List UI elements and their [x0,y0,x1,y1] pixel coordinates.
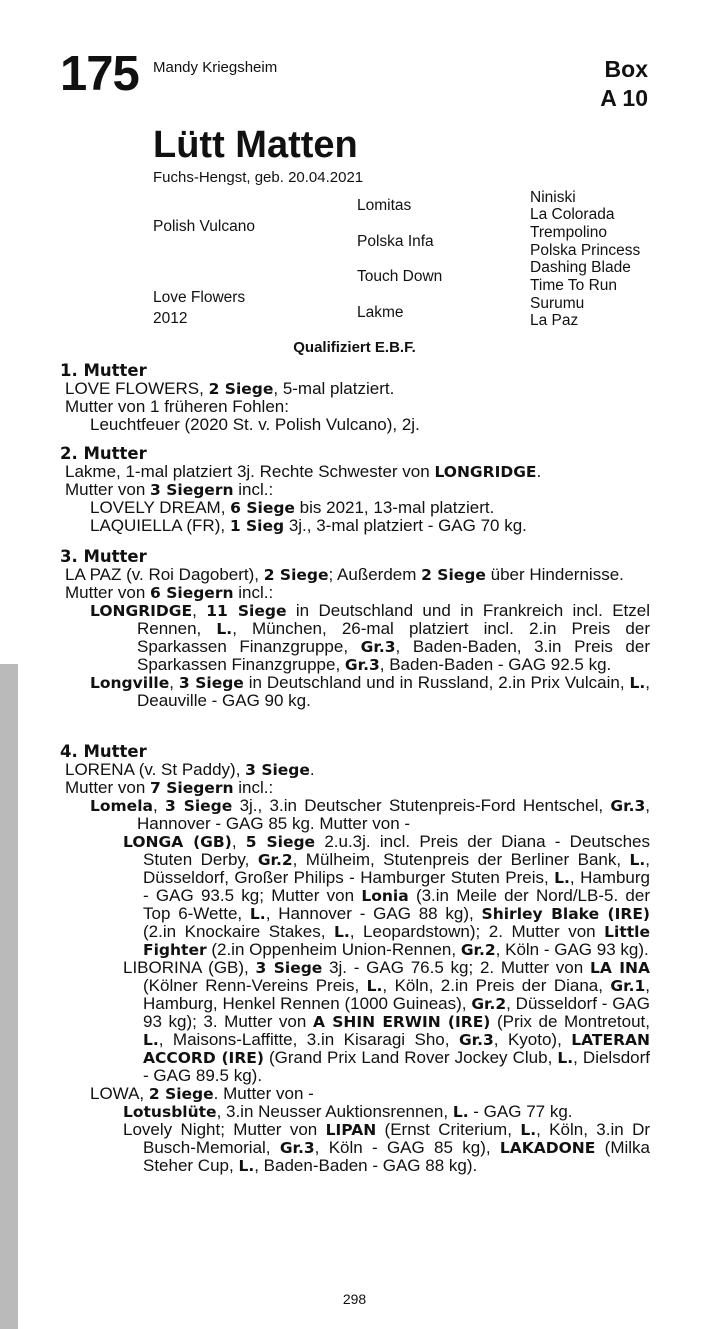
bold-text-run: 2 Siege [421,566,486,584]
text-run: , Baden-Baden - GAG 92.5 kg. [379,655,612,674]
bold-text-run: LAKADONE [499,1139,596,1157]
bold-text-run: 2 Siege [208,380,274,398]
pedigree-great-grandparent: Niniski [530,189,576,206]
produce-item [60,517,650,535]
produce-sub-item [60,1103,650,1121]
text-run: , [231,832,246,851]
produce-item [60,797,650,833]
pedigree-great-grandparent: La Paz [530,312,579,329]
bold-text-run: L. [452,1103,469,1121]
section-heading: 4. Mutter [60,742,147,761]
bold-text-run: L. [554,869,570,887]
text-run: . [536,462,542,481]
text-run: , [152,796,165,815]
pedigree-great-grandparent: Time To Run [530,277,618,294]
text-run: , [169,673,179,692]
bold-text-run: 3 Siege [255,959,323,977]
bold-text-run: Gr.2 [460,941,496,959]
pedigree-dam: Love Flowers [153,289,246,306]
text-run: LIBORINA (GB), [123,958,256,977]
pedigree-grandparent: Polska Infa [357,233,434,250]
horse-name: Lütt Matten [153,124,358,166]
dam-produce-intro [60,481,650,499]
pedigree-grandparent: Lomitas [357,197,412,214]
bold-text-run: LONGRIDGE [90,602,193,620]
text-run: , Hannover - GAG 85 kg. Mutter von - [137,796,650,833]
text-run: (2.in Oppenheim Union-Rennen, [206,940,461,959]
pedigree-dam-year: 2012 [153,310,188,327]
text-run: , Hannover - GAG 88 kg), [265,904,482,923]
text-run: (Grand Prix Land Rover Jockey Club, [263,1048,558,1067]
text-run: , [192,601,207,620]
bold-text-run: 6 Siege [230,499,295,517]
text-run: . [309,760,315,779]
bold-text-run: Gr.3 [360,638,396,656]
text-run: , Köln, 2.in Preis der Diana, [382,976,611,995]
text-run: incl.: [233,778,274,797]
bold-text-run: LONGRIDGE [434,463,537,481]
text-run: (Kölner Renn-Vereins Preis, [143,976,367,995]
text-run: . Mutter von - [213,1084,314,1103]
bold-text-run: 5 Siege [245,833,316,851]
produce-sub-item [60,833,650,959]
text-run: , Kyoto), [493,1030,572,1049]
text-run: , Dielsdorf - GAG 89.5 kg). [143,1048,650,1085]
text-run: Lakme, 1-mal platziert 3j. Rechte Schwester von [65,462,435,481]
bold-text-run: Gr.2 [471,995,507,1013]
text-run: incl.: [233,480,274,499]
section-fourth-dam [60,743,650,1175]
text-run: LOVELY DREAM, [90,498,231,517]
bold-text-run: 3 Siegern [150,481,234,499]
bold-text-run: L. [216,620,233,638]
text-run: , Köln - GAG 85 kg), [314,1138,500,1157]
text-run: (2.in Knockaire Stakes, [143,922,334,941]
pedigree-sire: Polish Vulcano [153,218,255,235]
text-run: 2.u.3j. incl. Preis der Diana - Deutsches Stuten Derby, [143,832,650,869]
bold-text-run: Lomela [90,797,153,815]
box-number: A 10 [600,85,648,111]
text-run: , München, 26-mal platziert incl. 2.in Preis der Sparkassen Finanzgruppe, [137,619,650,656]
produce-sub-item [60,1121,650,1175]
text-run: , Düsseldorf, Großer Philips - Hamburger Stuten Preis, [143,850,650,887]
lot-number: 175 [60,47,139,101]
bold-text-run: Gr.1 [610,977,646,995]
bold-text-run: L. [629,851,646,869]
pedigree-grandparent: Lakme [357,304,404,321]
text-run: Mutter von [65,778,151,797]
pedigree-great-grandparent: La Colorada [530,206,615,223]
produce-sub-item [60,959,650,1085]
text-run: LOWA, [90,1084,149,1103]
bold-text-run: Gr.3 [279,1139,315,1157]
bold-text-run: Little Fighter [143,923,650,959]
text-run: (Ernst Criterium, [376,1120,521,1139]
text-run: - GAG 77 kg. [468,1102,573,1121]
text-run: 3j., 3-mal platziert - GAG 70 kg. [284,516,527,535]
text-run: , Deauville - GAG 90 kg. [137,673,650,710]
text-run: über Hindernisse. [485,565,624,584]
text-run: incl.: [233,583,274,602]
bold-text-run: 2 Siege [263,566,329,584]
bold-text-run: L. [238,1157,255,1175]
text-run: , 5-mal platziert. [273,379,395,398]
bold-text-run: 11 Siege [206,602,287,620]
bold-text-run: 1 Sieg [229,517,285,535]
bold-text-run: Lotusblüte [123,1103,217,1121]
text-run: , Baden-Baden - GAG 88 kg). [254,1156,478,1175]
section-second-dam [60,445,650,535]
text-run: LORENA (v. St Paddy), [65,760,246,779]
text-run: LAQUIELLA (FR), [90,516,230,535]
bold-text-run: A SHIN ERWIN (IRE) [312,1013,491,1031]
text-run: Mutter von [65,480,151,499]
dam-line [60,463,650,481]
dam-produce-intro: Mutter von 1 früheren Fohlen: [65,397,289,416]
bold-text-run: 3 Siege [245,761,310,779]
text-run: , Düsseldorf - GAG 93 kg); 3. Mutter von [143,994,650,1031]
box-label: Box [604,56,648,82]
text-run: ; Außerdem [328,565,422,584]
section-third-dam [60,548,650,710]
bold-text-run: Gr.3 [458,1031,494,1049]
text-run: LA PAZ (v. Roi Dagobert), [65,565,264,584]
bold-text-run: 3 Siege [164,797,233,815]
bold-text-run: 3 Siege [178,674,244,692]
section-first-dam [60,362,650,434]
bold-text-run: L. [143,1031,159,1049]
bold-text-run: L. [520,1121,537,1139]
section-heading: 1. Mutter [60,361,147,380]
text-run: (3.in Meile der Nord/LB-5. der Top 6-Wette, [143,886,651,923]
bold-text-run: LONGA (GB) [123,833,232,851]
bold-text-run: LA INA [589,959,650,977]
text-run: bis 2021, 13-mal platziert. [294,498,495,517]
text-run: Lovely Night; Mutter von [123,1120,326,1139]
bold-text-run: L. [334,923,350,941]
pedigree-great-grandparent: Surumu [530,295,585,312]
pedigree-great-grandparent: Trempolino [530,224,607,241]
text-run: (Prix de Montretout, [490,1012,650,1031]
text-run: , 3.in Neusser Auktionsrennen, [216,1102,453,1121]
bold-text-run: L. [629,674,646,692]
text-run: , Leopardstown); 2. Mutter von [349,922,605,941]
dam-produce-intro [60,779,650,797]
text-run: , Mülheim, Stutenpreis der Berliner Bank, [292,850,630,869]
text-run: , Köln - GAG 93 kg). [495,940,649,959]
bold-text-run: Gr.2 [257,851,293,869]
dam-line [60,761,650,779]
horse-description: Fuchs-Hengst, geb. 20.04.2021 [153,169,364,186]
text-run: , Baden-Baden, 3.in Preis der Sparkassen Finanzgruppe, [137,637,651,674]
bold-text-run: Gr.3 [344,656,380,674]
pedigree-great-grandparent: Polska Princess [530,242,641,259]
produce-item [60,602,650,674]
bold-text-run: L. [249,905,266,923]
text-run: 3j., 3.in Deutscher Stutenpreis-Ford Hentschel, [232,796,611,815]
text-run: , Köln, 3.in Dr Busch-Memorial, [143,1120,651,1157]
text-run: in Deutschland und in Russland, 2.in Prix Vulcain, [243,673,630,692]
section-heading: 2. Mutter [60,444,147,463]
dam-produce-intro [60,584,650,602]
bold-text-run: 6 Siegern [150,584,234,602]
text-run: Mutter von [65,583,151,602]
bold-text-run: LATERAN ACCORD (IRE) [143,1031,650,1067]
dam-line [60,566,650,584]
box-info [600,55,648,113]
section-heading: 3. Mutter [60,547,147,566]
produce-item: Leuchtfeuer (2020 St. v. Polish Vulcano), 2j. [90,415,420,434]
text-run: LOVE FLOWERS, [65,379,209,398]
bold-text-run: LIPAN [325,1121,377,1139]
pedigree-great-grandparent: Dashing Blade [530,259,631,276]
bold-text-run: Gr.3 [610,797,646,815]
text-run: in Deutschland und in Frankreich incl. Etzel Rennen, [137,601,650,638]
dam-line [60,380,650,398]
text-run: , Maisons-Laffitte, 3.in Kisaragi Sho, [158,1030,459,1049]
produce-item [60,674,650,710]
bold-text-run: L. [366,977,383,995]
qualification-note: Qualifiziert E.B.F. [293,339,416,356]
pedigree-grandparent: Touch Down [357,268,443,285]
text-run: 3j. - GAG 76.5 kg; 2. Mutter von [322,958,590,977]
bold-text-run: 2 Siege [148,1085,214,1103]
text-run: (Milka Steher Cup, [143,1138,650,1175]
produce-item [60,1085,650,1103]
page-number: 298 [342,1291,367,1307]
produce-item [60,499,650,517]
owner-name: Mandy Kriegsheim [153,59,278,76]
bold-text-run: Lonia [361,887,409,905]
bold-text-run: 7 Siegern [150,779,234,797]
thumb-index-bar [0,664,18,1329]
text-run: , Hamburg - GAG 93.5 kg; Mutter von [143,868,650,905]
bold-text-run: Longville [90,674,170,692]
bold-text-run: Shirley Blake (IRE) [481,905,651,923]
bold-text-run: L. [557,1049,574,1067]
text-run: , Hamburg, Henkel Rennen (1000 Guineas), [143,976,650,1013]
